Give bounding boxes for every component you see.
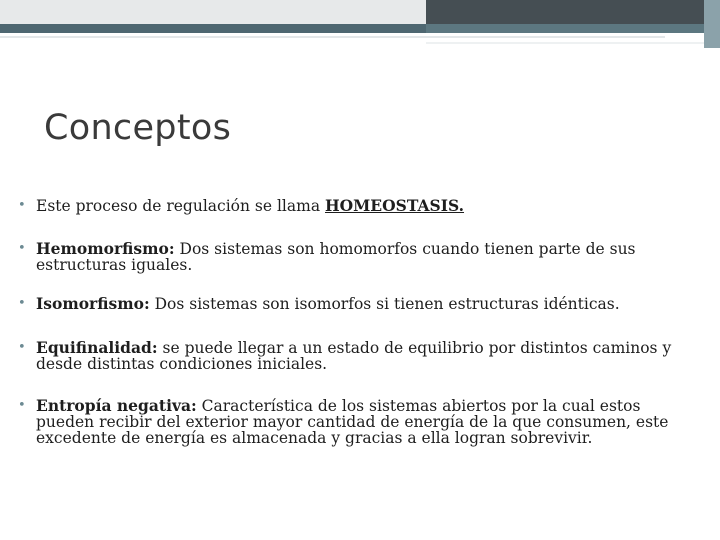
bullet-marker: • (18, 340, 26, 355)
bullet-text: Característica de los sistemas abiertos por la cual estos pueden recibir del exterior mayor cantidad de energía de la que consumen, este excedente de energía es almacenada y gracias a ella logran sobrevivir. (36, 397, 669, 447)
bullet-isomorfismo (14, 296, 694, 312)
bullet-text: se puede llegar a un estado de equilibrio por distintos caminos y desde distintas condiciones iniciales. (36, 339, 672, 373)
bullet-term: Entropía negativa: (36, 396, 197, 415)
bullet-marker: • (18, 241, 26, 256)
header-decoration (0, 0, 720, 48)
bullet-term: Equifinalidad: (36, 338, 158, 357)
bullet-text: Este proceso de regulación se llama (36, 197, 325, 215)
header-block-edge (704, 0, 720, 48)
bullet-entropia-negativa (14, 398, 694, 446)
header-block-dark (426, 0, 704, 24)
homeostasis-term: HOMEOSTASIS. (325, 196, 465, 215)
bullet-text: Dos sistemas son homomorfos cuando tienen parte de sus estructuras iguales. (36, 240, 636, 274)
slide-title: Conceptos (44, 108, 232, 148)
bullet-marker: • (18, 398, 26, 413)
bullet-marker: • (18, 198, 26, 213)
bullet-term: Hemomorfismo: (36, 239, 175, 258)
bullet-text: Dos sistemas son isomorfos si tienen estructuras idénticas. (149, 295, 620, 313)
bullet-homeostasis (14, 198, 694, 214)
bullet-term: Isomorfismo: (36, 294, 150, 313)
header-rule (0, 36, 665, 38)
bullet-equifinalidad (14, 340, 694, 372)
bullet-hemomorfismo (14, 241, 694, 273)
header-rule-secondary (426, 42, 704, 44)
header-block-slate (426, 24, 704, 33)
bullet-marker: • (18, 296, 26, 311)
